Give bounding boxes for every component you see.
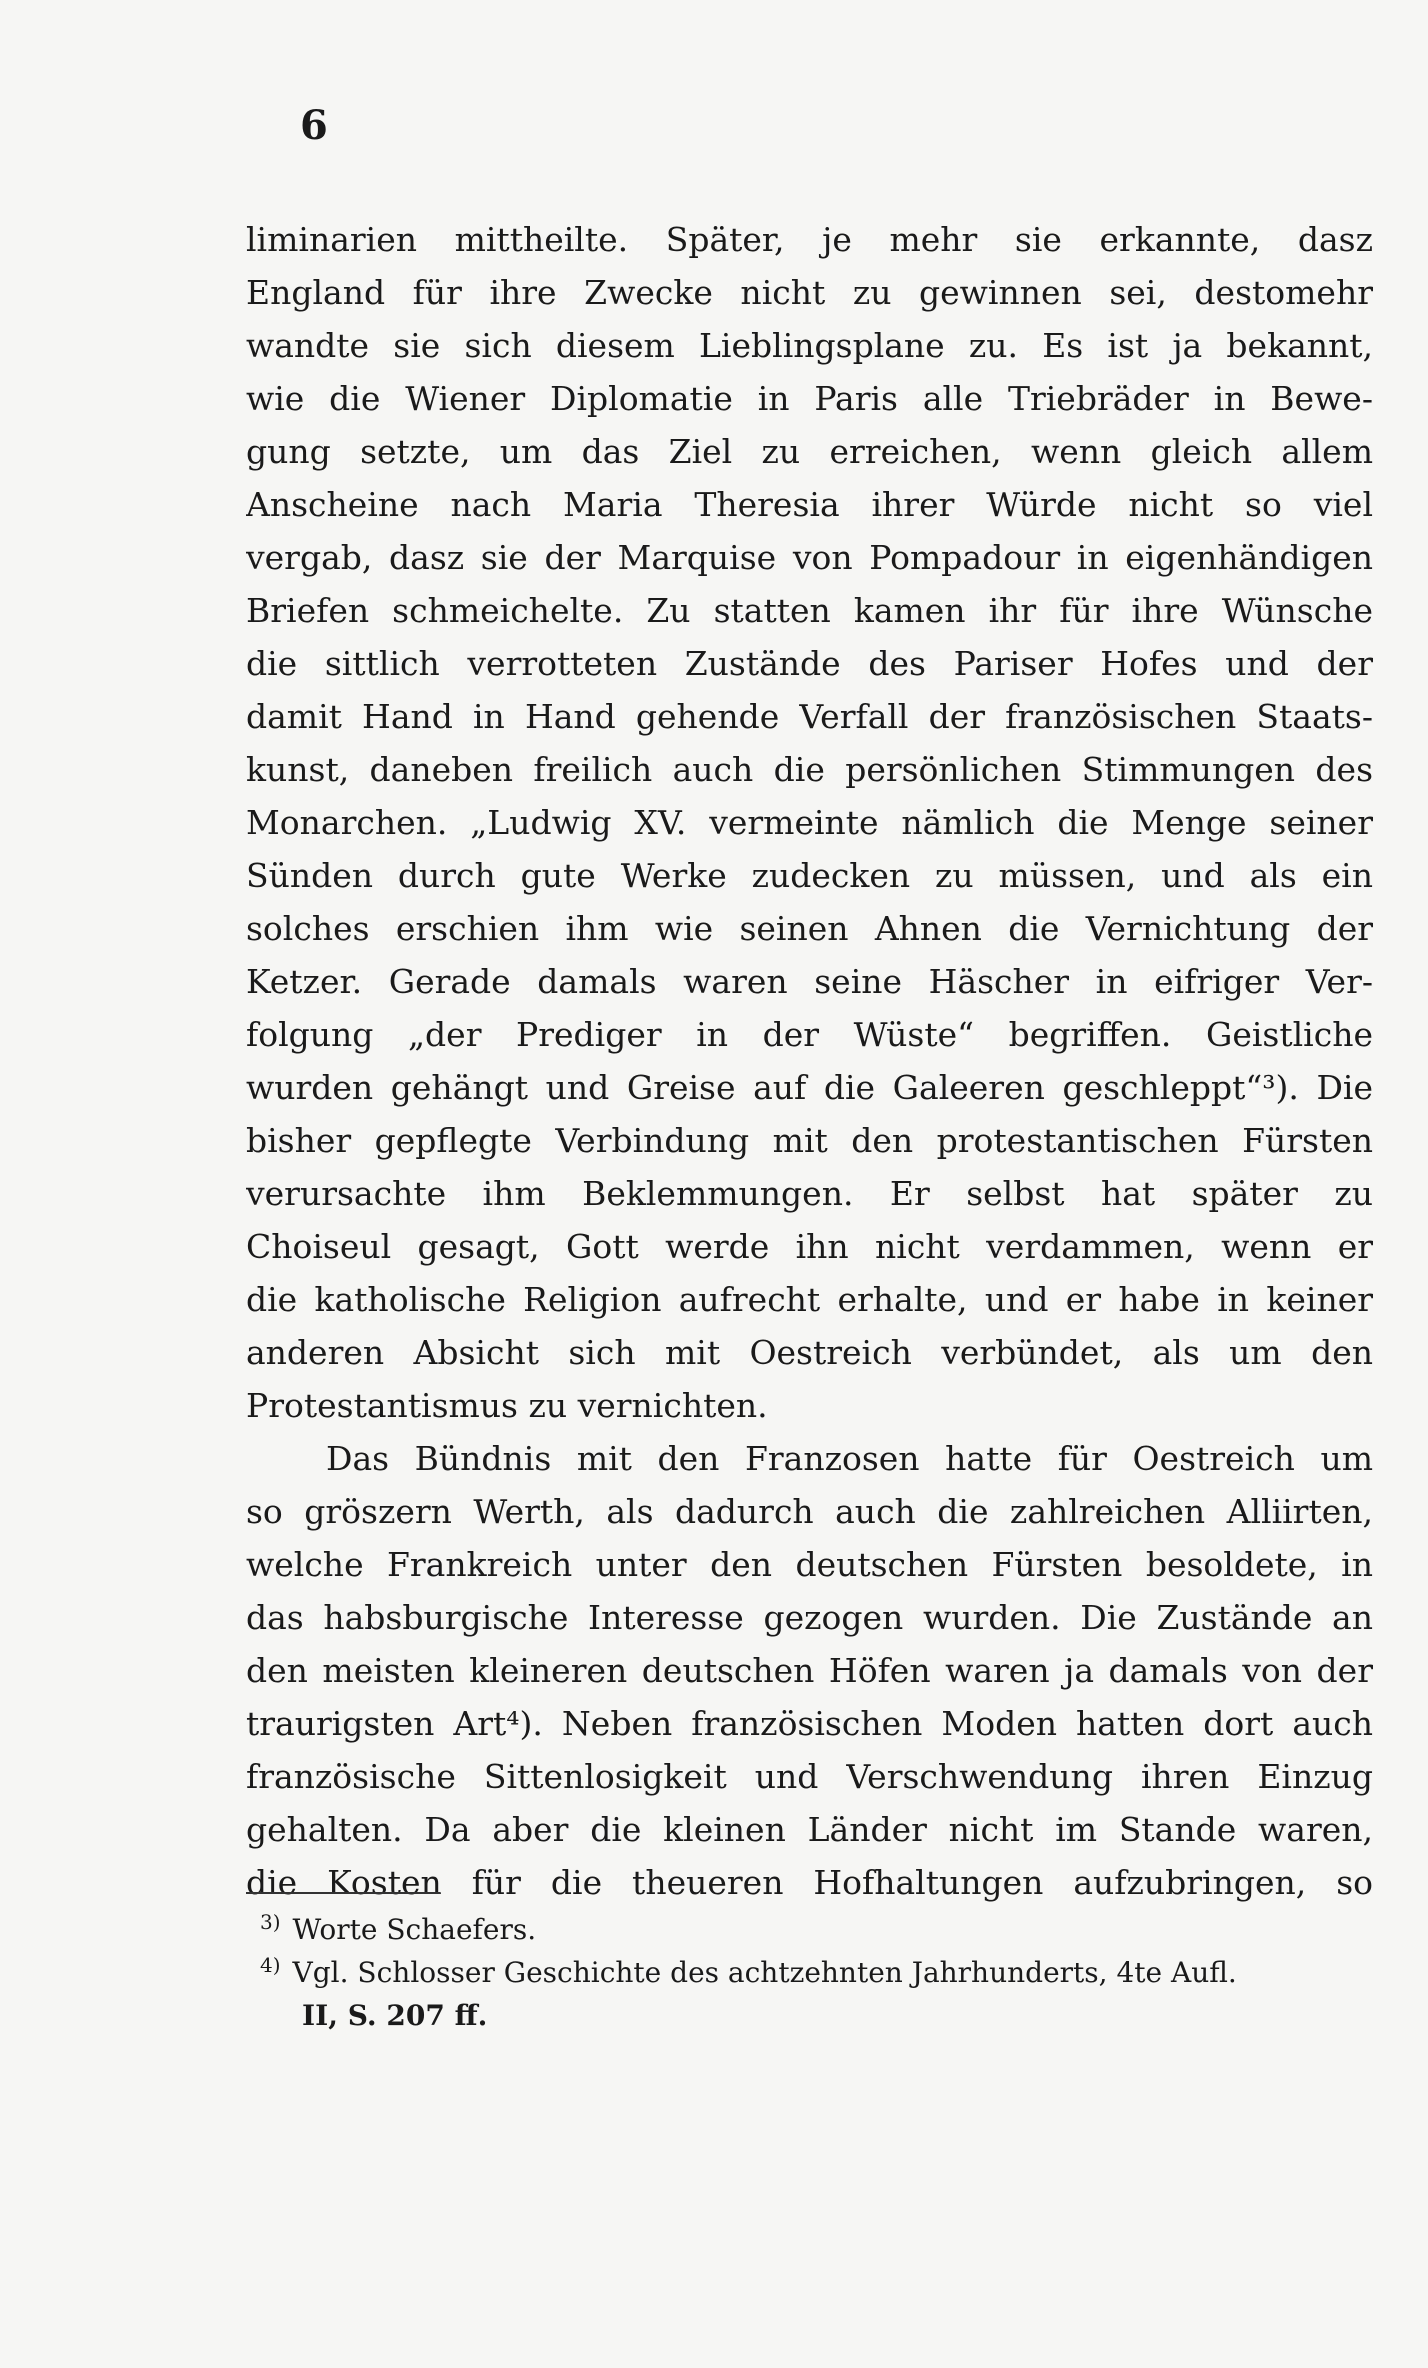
- page-number: 6: [300, 102, 328, 149]
- footnote-4-text: Vgl. Schlosser Geschichte des achtzehnten Jahrhunderts, 4te Aufl.: [292, 1956, 1237, 1989]
- text-line: Monarchen. „Ludwig XV. vermeinte nämlich die Menge seiner: [246, 803, 1373, 842]
- footnote-3-mark: 3): [260, 1909, 281, 1934]
- text-line: verursachte ihm Beklemmungen. Er selbst hat später zu: [246, 1174, 1373, 1213]
- text-line: den meisten kleineren deutschen Höfen waren ja damals von der: [246, 1651, 1373, 1690]
- text-line: Choiseul gesagt, Gott werde ihn nicht verdammen, wenn er: [246, 1227, 1373, 1266]
- text-line: England für ihre Zwecke nicht zu gewinnen sei, destomehr: [246, 273, 1373, 312]
- text-line: solches erschien ihm wie seinen Ahnen die Vernichtung der: [246, 909, 1373, 948]
- footnote-divider: [246, 1892, 440, 1894]
- text-line: kunst, daneben freilich auch die persönlichen Stimmungen des: [246, 750, 1373, 789]
- text-line-paragraph-start: Das Bündnis mit den Franzosen hatte für Oestreich um: [326, 1439, 1373, 1478]
- text-line: folgung „der Prediger in der Wüste“ begriffen. Geistliche: [246, 1015, 1373, 1054]
- text-line: traurigsten Art⁴). Neben französischen Moden hatten dort auch: [246, 1704, 1373, 1743]
- text-line: das habsburgische Interesse gezogen wurden. Die Zustände an: [246, 1598, 1373, 1637]
- body-text: [246, 213, 1373, 1909]
- footnote-4: [246, 1951, 1373, 1994]
- text-line: liminarien mittheilte. Später, je mehr sie erkannte, dasz: [246, 220, 1373, 259]
- text-line: Ketzer. Gerade damals waren seine Häscher in eifriger Ver-: [246, 962, 1373, 1001]
- text-line: gung setzte, um das Ziel zu erreichen, wenn gleich allem: [246, 432, 1373, 471]
- footnotes: [246, 1908, 1373, 2037]
- text-line: welche Frankreich unter den deutschen Fürsten besoldete, in: [246, 1545, 1373, 1584]
- text-line-paragraph-end: Protestantismus zu vernichten.: [246, 1386, 768, 1425]
- text-line: damit Hand in Hand gehende Verfall der französischen Staats-: [246, 697, 1373, 736]
- text-line: anderen Absicht sich mit Oestreich verbündet, als um den: [246, 1333, 1373, 1372]
- text-line: Sünden durch gute Werke zudecken zu müssen, und als ein: [246, 856, 1373, 895]
- text-line: so gröszern Werth, als dadurch auch die zahlreichen Alliirten,: [246, 1492, 1373, 1531]
- text-line: gehalten. Da aber die kleinen Länder nicht im Stande waren,: [246, 1810, 1373, 1849]
- text-line: französische Sittenlosigkeit und Verschwendung ihren Einzug: [246, 1757, 1373, 1796]
- text-line: wurden gehängt und Greise auf die Galeeren geschleppt“³). Die: [246, 1068, 1373, 1107]
- text-line: wie die Wiener Diplomatie in Paris alle Triebräder in Bewe-: [246, 379, 1373, 418]
- footnote-3-text: Worte Schaefers.: [292, 1913, 537, 1946]
- text-line: vergab, dasz sie der Marquise von Pompadour in eigenhändigen: [246, 538, 1373, 577]
- footnote-4-continuation: II, S. 207 ff.: [302, 1999, 488, 2032]
- footnote-4-mark: 4): [260, 1952, 281, 1977]
- footnote-3: [246, 1908, 1373, 1951]
- text-line: bisher gepflegte Verbindung mit den protestantischen Fürsten: [246, 1121, 1373, 1160]
- text-line: die sittlich verrotteten Zustände des Pariser Hofes und der: [246, 644, 1373, 683]
- text-line: Briefen schmeichelte. Zu statten kamen ihr für ihre Wünsche: [246, 591, 1373, 630]
- text-line: die katholische Religion aufrecht erhalte, und er habe in keiner: [246, 1280, 1373, 1319]
- text-line: wandte sie sich diesem Lieblingsplane zu. Es ist ja bekannt,: [246, 326, 1373, 365]
- text-line: die Kosten für die theueren Hofhaltungen aufzubringen, so: [246, 1863, 1373, 1902]
- text-line: Anscheine nach Maria Theresia ihrer Würde nicht so viel: [246, 485, 1373, 524]
